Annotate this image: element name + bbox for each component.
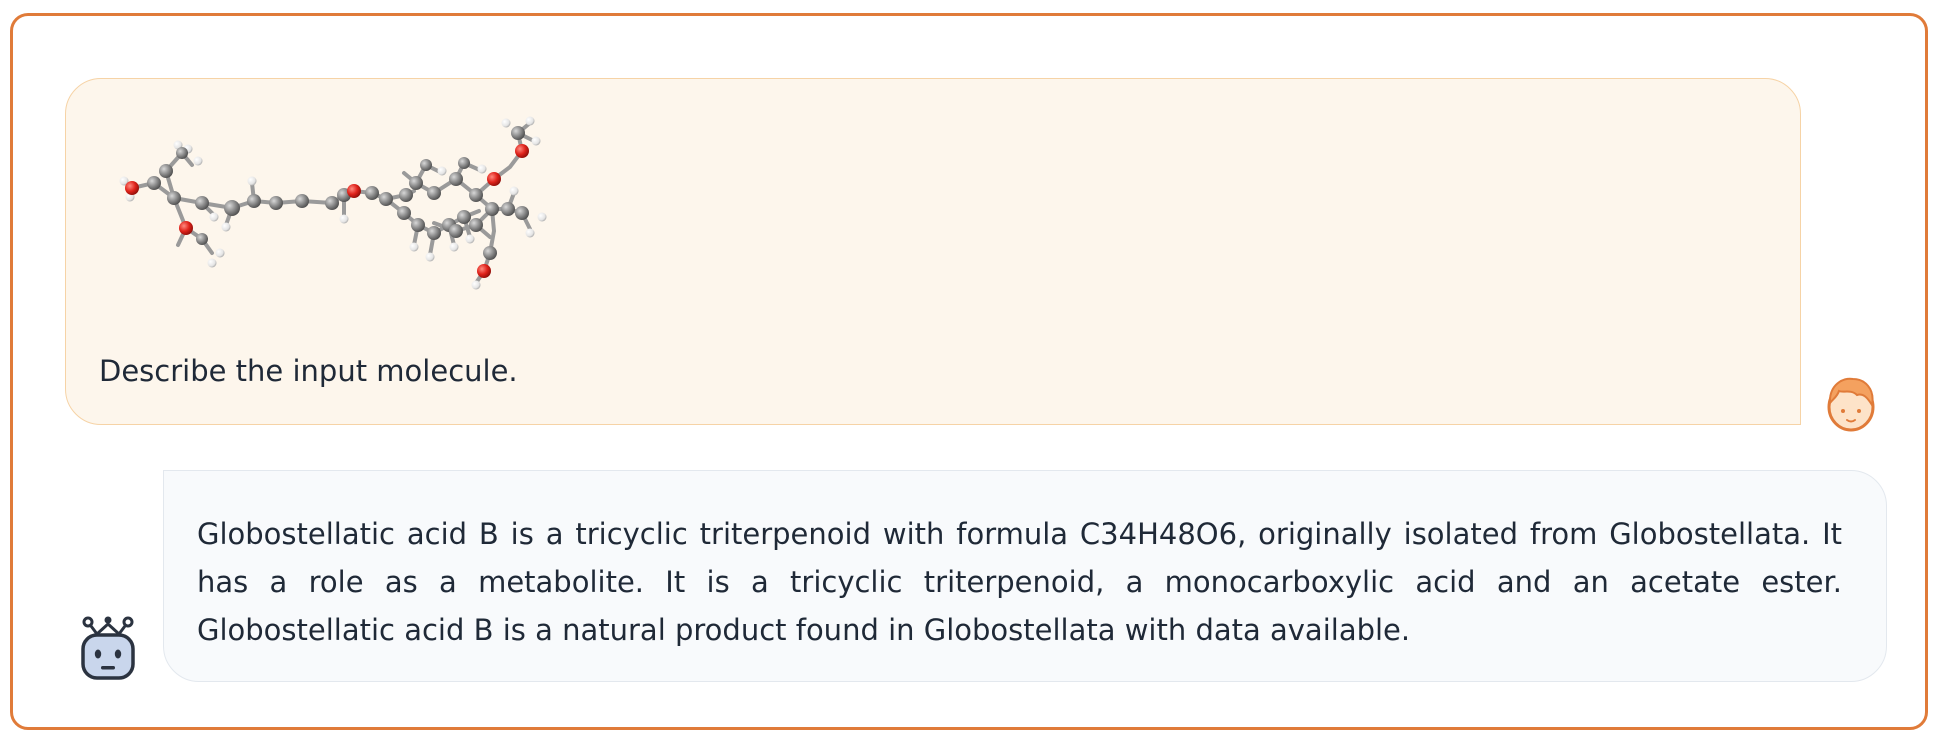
assistant-message-text: Globostellatic acid B is a tricyclic triterpenoid with formula C34H48O6, originally isolated from Globostellata. It has a role as a metabolite. It is a tricyclic triterpenoid, a monocarboxylic acid and an acetate ester. Globostellatic acid B is a natural product found in Globostellata with data available. (197, 517, 1842, 647)
molecule-image (104, 113, 604, 313)
user-message-bubble (65, 78, 1801, 425)
robot-avatar-icon (79, 616, 137, 680)
assistant-message-bubble (163, 470, 1887, 682)
user-avatar-icon (1823, 371, 1879, 433)
user-message-text: Describe the input molecule. (99, 354, 518, 388)
chat-frame (10, 13, 1928, 730)
